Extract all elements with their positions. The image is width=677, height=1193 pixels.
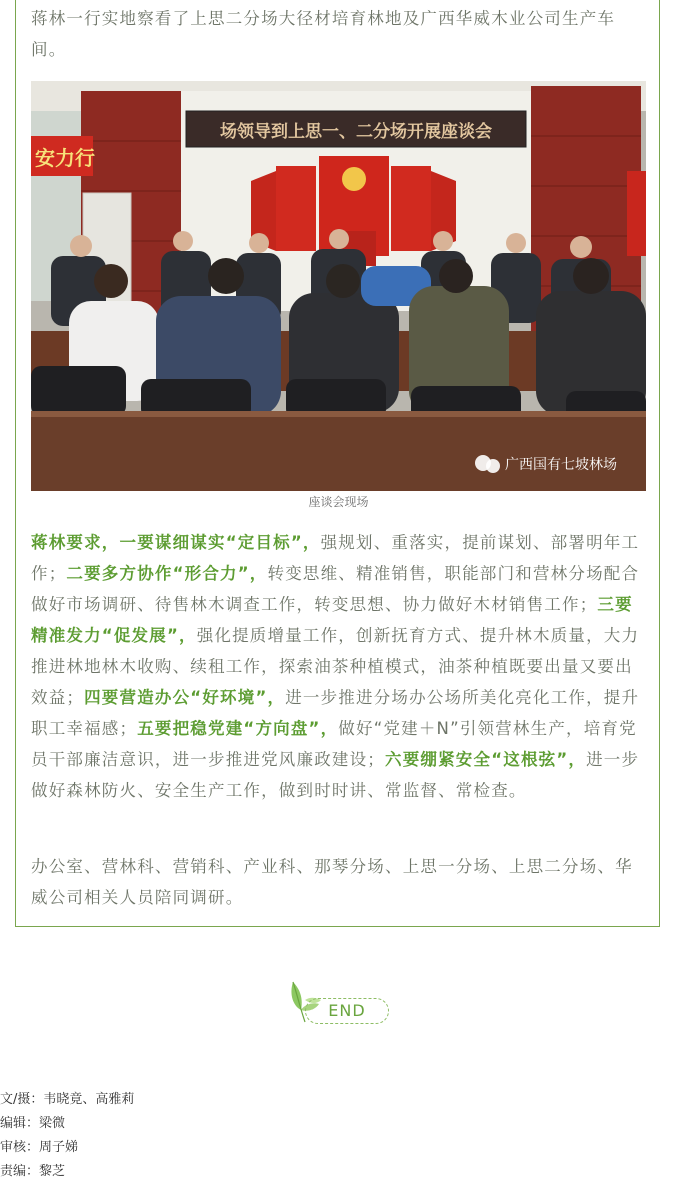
photo-caption: 座谈会现场 [308,495,369,509]
credit-reviewer: 审核：周子娣 [0,1140,79,1155]
requirement-heading: 三要精准发力“促发展”， [31,595,633,645]
photo-watermark: 广西国有七坡林场 [505,457,617,473]
requirement-heading: 五要把稳党建“方向盘”， [137,719,339,738]
requirement-text: 强规划、重落实，提前谋划、部署明年工作； [31,533,640,583]
requirement-heading: 蒋林要求，一要谋细谋实“定目标”， [31,533,321,552]
meeting-photo-illustration [31,81,646,491]
requirement-text: 强化提质增量工作，创新抚育方式、提升林木质量，大力推进林地林木收购、续租工作，探索油茶种植模式，油茶种植既要出量又要出效益； [31,626,640,707]
requirement-text: 做好“党建＋N”引领营林生产，培育党员干部廉洁意识，进一步推进党风廉政建设； [31,719,637,769]
requirement-heading: 四要营造办公“好环境”， [84,688,286,707]
requirement-heading: 二要多方协作“形合力”， [66,564,268,583]
meeting-photo[interactable] [31,81,646,491]
requirement-text: 进一步推进分场办公场所美化亮化工作，提升职工幸福感； [31,688,640,738]
credits [0,1088,134,1184]
photo-banner-text: 场领导到上思一、二分场开展座谈会 [220,122,492,142]
requirement-text: 进一步做好森林防火、安全生产工作，做到时时讲、常监督、常检查。 [31,750,640,800]
credit-chief-editor: 责编：黎芝 [0,1164,66,1179]
credit-editor: 编辑：梁微 [0,1116,66,1131]
paragraph-requirements [31,527,646,806]
left-red-sign-text: 安力行 [35,146,95,170]
requirement-heading: 六要绷紧安全“这根弦”， [385,750,587,769]
credit-author: 文/摄：韦晓竟、高雅莉 [0,1092,135,1107]
requirement-text: 转变思维、精准销售，职能部门和营林分场配合做好市场调研、待售林木调查工作，转变思想、协力做好木材销售工作； [31,564,640,614]
paragraph-inspection: 蒋林一行实地察看了上思二分场大径材培育林地及广西华威木业公司生产车间。 [31,9,616,59]
end-label: END [305,998,389,1024]
end-marker [287,980,397,1030]
paragraph-attendees: 办公室、营林科、营销科、产业科、那琴分场、上思一分场、上思二分场、华威公司相关人员陪同调研。 [31,857,633,907]
